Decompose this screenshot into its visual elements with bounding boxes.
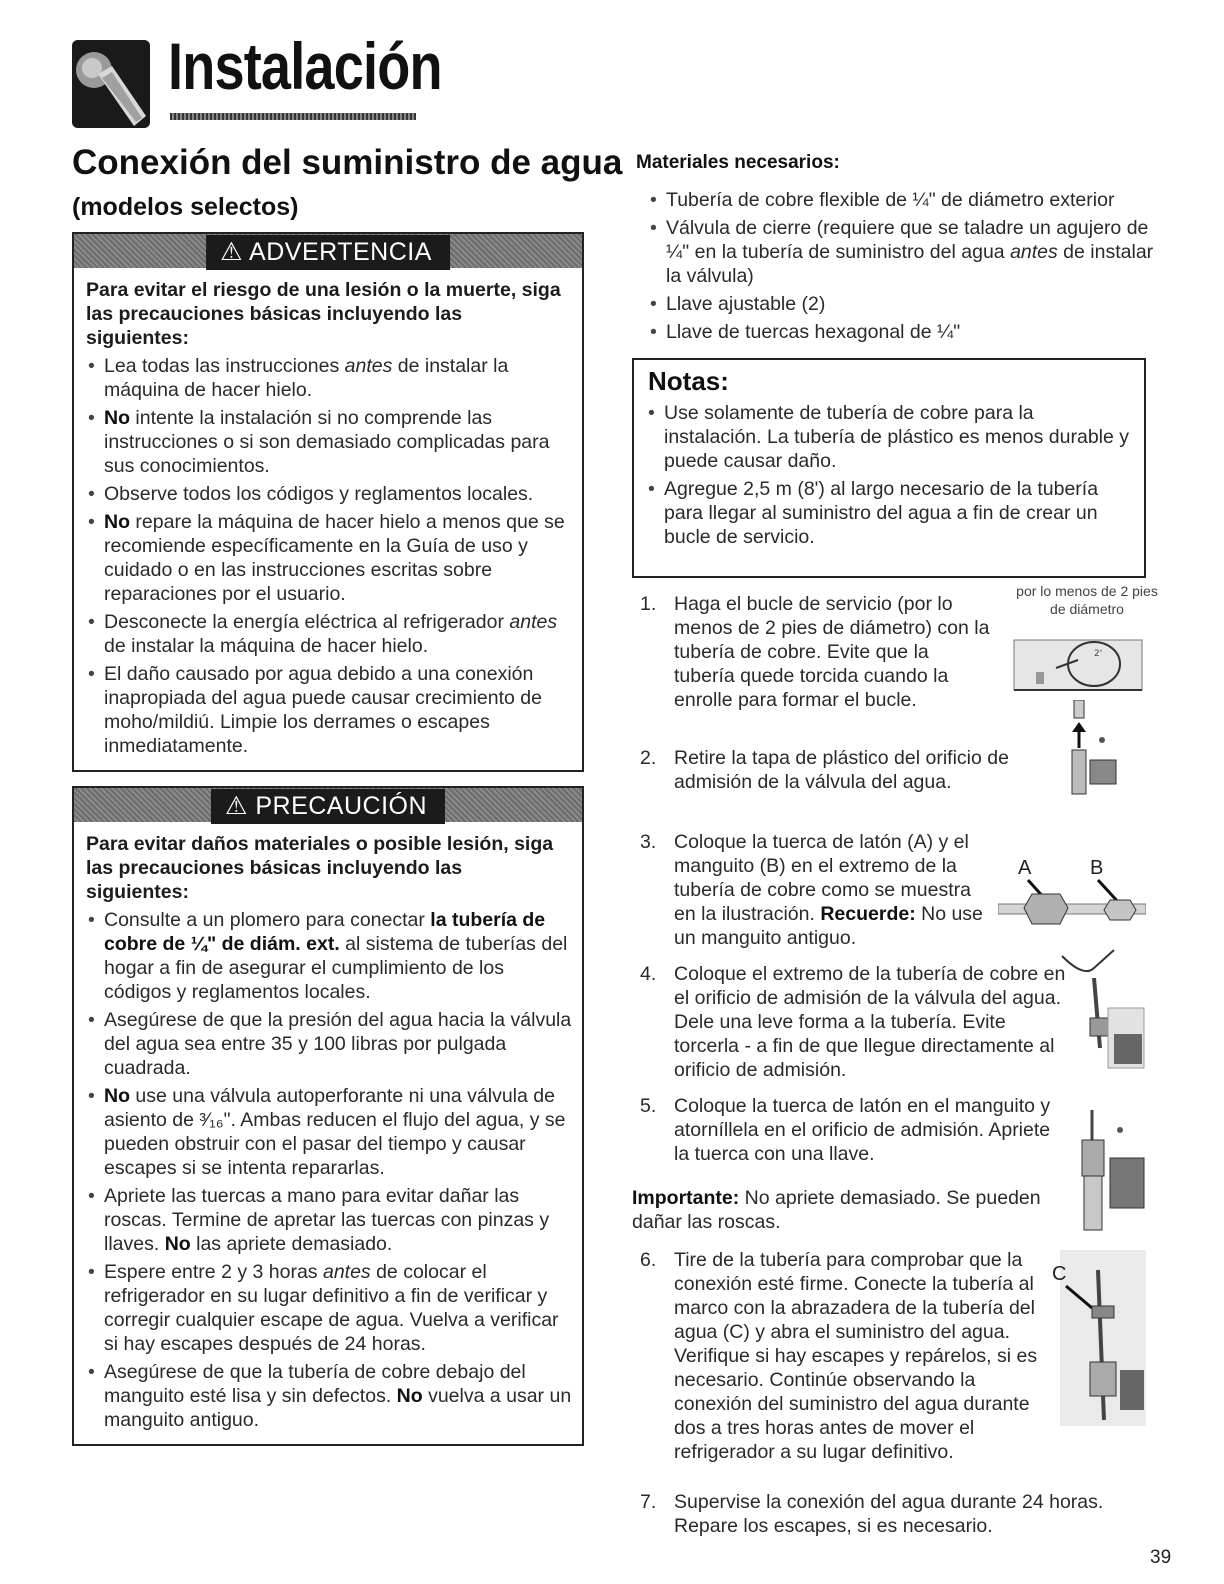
list-item: • No intente la instalación si no comprende las instrucciones o si son demasiado complicadas para sus conocimientos. bbox=[104, 406, 572, 478]
list-item: • Espere entre 2 y 3 horas antes de colocar el refrigerador en su lugar definitivo a fin de verificar y corregir cualquier escape de agua. Vuelva a verificar si hay escapes después de 24 horas. bbox=[104, 1260, 572, 1356]
section-subtitle: (modelos selectos) bbox=[72, 193, 299, 221]
warning-box bbox=[72, 232, 584, 772]
installation-logo bbox=[72, 40, 150, 128]
list-item: • Apriete las tuercas a mano para evitar dañar las roscas. Termine de apretar las tuercas con pinzas y llaves. No las apriete demasiado. bbox=[104, 1184, 572, 1256]
caution-list bbox=[74, 908, 582, 1432]
notes-title: Notas: bbox=[648, 366, 729, 396]
label-c: C bbox=[1052, 1263, 1067, 1285]
page-title: Instalación bbox=[168, 29, 442, 103]
list-item: • El daño causado por agua debido a una conexión inapropiada del agua puede causar crecimiento de moho/mildiú. Limpie los derrames o escapes inmediatamente. bbox=[104, 662, 572, 758]
caution-box bbox=[72, 786, 584, 1446]
label-b: B bbox=[1090, 857, 1104, 879]
list-item: • Desconecte la energía eléctrica al refrigerador antes de instalar la máquina de hacer hielo. bbox=[104, 610, 572, 658]
section-title: Conexión del suministro de agua bbox=[72, 143, 623, 182]
materials-list bbox=[636, 188, 1176, 348]
step-5: 5. Coloque la tuerca de latón en el manguito y atorníllela en el orificio de admisión. Apriete la tuerca con una llave. bbox=[640, 1095, 1051, 1165]
valve-cap-figure bbox=[1060, 700, 1120, 796]
clamp-figure bbox=[1040, 1250, 1146, 1426]
hammer-icon bbox=[72, 40, 150, 128]
list-item: • Válvula de cierre (requiere que se taladre un agujero de ¼" en la tubería de suministro del agua antes de instalar la válvula) bbox=[666, 216, 1166, 288]
step-7: 7. Supervise la conexión del agua durante 24 horas. Repare los escapes, si es necesario. bbox=[640, 1491, 1104, 1537]
notes-list bbox=[634, 401, 1144, 549]
nut-sleeve-figure bbox=[998, 856, 1146, 938]
caution-banner bbox=[74, 788, 582, 822]
warning-lead: Para evitar el riesgo de una lesión o la muerte, siga las precauciones básicas incluyendo las siguientes: bbox=[86, 279, 561, 349]
step-3: 3. Coloque la tuerca de latón (A) y el manguito (B) en el extremo de la tubería de cobre como se muestra en la ilustración. Recuerde: No use un manguito antiguo. bbox=[640, 831, 983, 949]
title-underline bbox=[170, 113, 416, 120]
list-item: • Lea todas las instrucciones antes de instalar la máquina de hacer hielo. bbox=[104, 354, 572, 402]
warning-banner-label: ⚠ ADVERTENCIA bbox=[206, 235, 450, 270]
caution-banner-label: ⚠ PRECAUCIÓN bbox=[211, 789, 445, 824]
service-loop-figure bbox=[1012, 620, 1144, 698]
list-item: • Asegúrese de que la presión del agua hacia la válvula del agua sea entre 35 y 100 libras por pulgada cuadrada. bbox=[104, 1008, 572, 1080]
caution-lead: Para evitar daños materiales o posible lesión, siga las precauciones básicas incluyendo las siguientes: bbox=[86, 833, 554, 903]
nut-tighten-figure bbox=[1060, 1110, 1146, 1236]
important-note: Importante: No apriete demasiado. Se pueden dañar las roscas. bbox=[632, 1187, 1041, 1233]
list-item: • Llave de tuercas hexagonal de ¼" bbox=[666, 320, 1166, 344]
list-item: • Observe todos los códigos y reglamentos locales. bbox=[104, 482, 572, 506]
list-item: • Agregue 2,5 m (8') al largo necesario de la tubería para llegar al suministro del agua a fin de crear un bucle de servicio. bbox=[664, 477, 1134, 549]
notes-box bbox=[632, 358, 1146, 578]
step-6: 6. Tire de la tubería para comprobar que la conexión esté firme. Conecte la tubería al marco con la abrazadera de la tubería del agua (C) y abra el suministro del agua. Verifique si hay escapes y repárelos, si es necesario. Continúe observando la conexión del suministro del agua durante dos a tres horas antes de mover el refrigerador a su lugar definitivo. bbox=[640, 1249, 1038, 1463]
step-4: 4. Coloque el extremo de la tubería de cobre en el orificio de admisión de la válvula del agua. Dele una leve forma a la tubería. Evite torcerla - a fin de que llegue directamente al orificio de admisión. bbox=[640, 963, 1066, 1081]
warning-list bbox=[74, 354, 582, 758]
materials-title: Materiales necesarios: bbox=[636, 152, 840, 173]
step-1: 1. Haga el bucle de servicio (por lo menos de 2 pies de diámetro) con la tubería de cobre. Evite que la tubería quede torcida cuando la enrolle para formar el bucle. bbox=[640, 593, 990, 711]
page-number: 39 bbox=[1150, 1547, 1172, 1568]
label-a: A bbox=[1018, 857, 1032, 879]
warning-banner bbox=[74, 234, 582, 268]
list-item: • Asegúrese de que la tubería de cobre debajo del manguito esté lisa y sin defectos. No vuelva a usar un manguito antiguo. bbox=[104, 1360, 572, 1432]
tubing-insert-figure bbox=[1054, 948, 1146, 1074]
list-item: • Tubería de cobre flexible de ¼" de diámetro exterior bbox=[666, 188, 1166, 212]
loop-dimension-label: 2' bbox=[1094, 649, 1103, 659]
step-2: 2. Retire la tapa de plástico del orificio de admisión de la válvula del agua. bbox=[640, 747, 1009, 793]
list-item: • Llave ajustable (2) bbox=[666, 292, 1166, 316]
list-item: • No use una válvula autoperforante ni una válvula de asiento de ³⁄₁₆". Ambas reducen el flujo del agua, y se pueden obstruir con el pasar del tiempo y causar escapes si se intenta repararlas. bbox=[104, 1084, 572, 1180]
list-item: • No repare la máquina de hacer hielo a menos que se recomiende específicamente en la Guía de uso y cuidado o en las instrucciones escritas sobre reparaciones por el usuario. bbox=[104, 510, 572, 606]
list-item: • Use solamente de tubería de cobre para la instalación. La tubería de plástico es menos durable y puede causar daño. bbox=[664, 401, 1134, 473]
figure-1-caption: por lo menos de 2 pies de diámetro bbox=[1016, 583, 1158, 617]
list-item: • Consulte a un plomero para conectar la tubería de cobre de ¼" de diám. ext. al sistema de tuberías del hogar a fin de asegurar el cumplimiento de los códigos y reglamentos locales. bbox=[104, 908, 572, 1004]
